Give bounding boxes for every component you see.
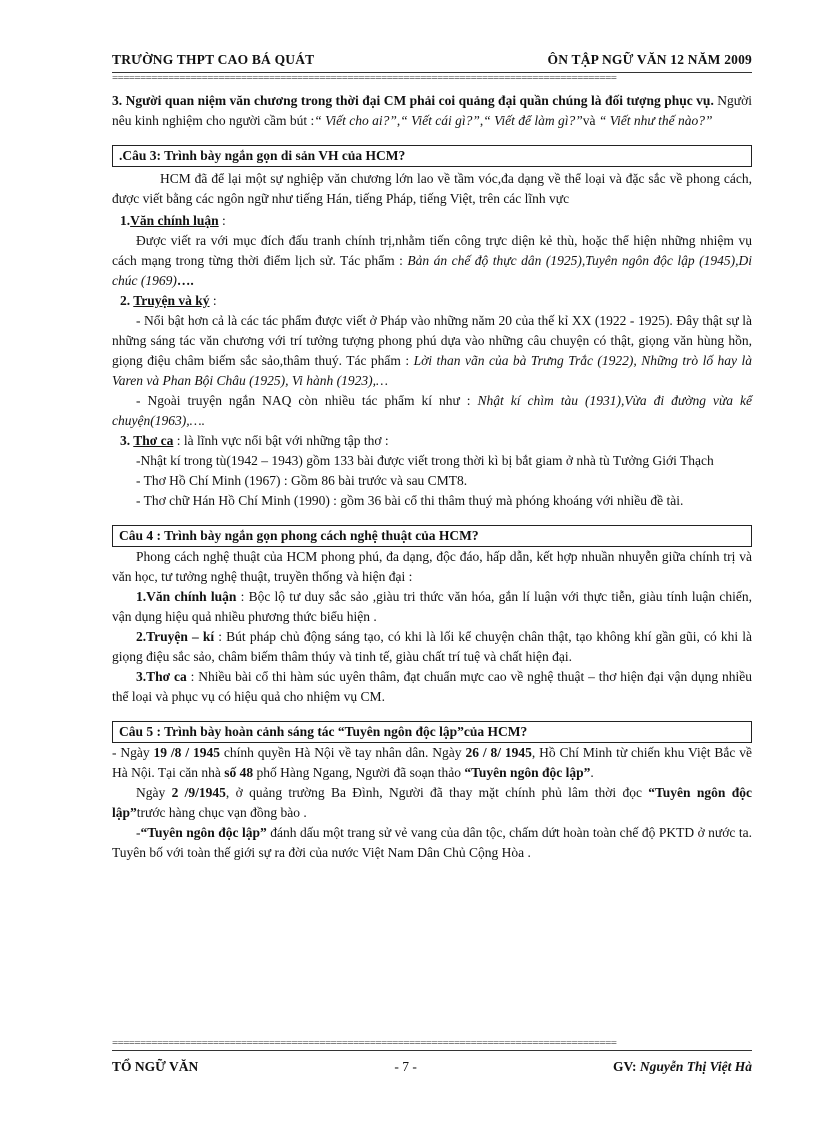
footer-rule	[112, 1050, 752, 1051]
intro-bold: 3. Người quan niệm văn chương trong thời đại CM phải coi quảng đại quần chúng là đối tượng phục vụ.	[112, 93, 714, 108]
header-rule-text: ==========================================================================================	[112, 73, 617, 84]
page-header	[112, 52, 752, 68]
q3-section-1-body	[112, 231, 752, 291]
q5-p1-a: - Ngày	[112, 745, 154, 760]
q3-section-2-body2	[112, 391, 752, 431]
q3-section-2-heading	[112, 291, 752, 311]
q3-s2-num: 2.	[120, 293, 134, 308]
q4-s2-text: : Bút pháp chủ động sáng tạo, có khi là lối kể chuyện chân thật, tạo không khí gần gũi, có khi là giọng điệu sắc sảo, châm biếm thâm thúy và tinh tế, giàu chất trí tuệ và chất hiện đại.	[112, 629, 752, 664]
teacher-label: GV:	[612, 1059, 640, 1074]
q3-s2-text: - Nổi bật hơn cả là các tác phẩm được viết ở Pháp vào những năm 20 của thế kỉ XX (1922 - 1925). Đây thật sự là những sáng tác văn chương với trí tưởng tượng phong phú dựa vào những câu chuyện có thật, giọng văn hùng hồn, giọng điệu châm biếm sắc sảo,thâm thuý. Tác phẩm :	[112, 313, 752, 368]
q3-s3-item-2: - Thơ Hồ Chí Minh (1967) : Gồm 86 bài trước và sau CMT8.	[136, 473, 468, 488]
q3-s1-text: Được viết ra với mục đích đấu tranh chính trị,nhằm tiến công trực diện kẻ thù, hoặc thể hiện những nhiệm vụ cách mạng trong từng thời điểm lịch sử. Tác phẩm :	[112, 233, 752, 268]
q5-p2-b: , ở quảng trường Ba Đình, Người đã thay mặt chính phủ lâm thời đọc	[225, 785, 649, 800]
q5-p2-a: Ngày	[136, 785, 172, 800]
footer-department: TỔ NGỮ VĂN	[112, 1059, 199, 1074]
intro-paragraph	[112, 91, 752, 131]
school-name: TRƯỜNG THPT CAO BÁ QUÁT	[112, 52, 315, 67]
footer-teacher	[613, 1059, 752, 1075]
q5-p1-e: .	[590, 765, 594, 780]
footer-rule-text: ==========================================================================================	[112, 1038, 617, 1049]
intro-sep3: và	[582, 113, 599, 128]
intro-q1: “ Viết cho ai?”	[314, 113, 397, 128]
q5-p1-c: , Hồ Chí Minh từ chiến khu Việt Bắc về Hà Nội. Tại căn nhà	[112, 745, 752, 780]
q4-s3-title: 3.Thơ ca	[136, 669, 187, 684]
q4-s1-text: : Bộc lộ tư duy sắc sảo ,giàu tri thức văn hóa, gắn lí luận với thực tiễn, giàu tính luận chiến, vận dụng hiệu quả nhiều phương thức biểu hiện .	[112, 589, 753, 624]
q3-s1-colon: :	[218, 213, 226, 228]
q5-p3-a: -	[136, 825, 141, 840]
q4-s1-title: 1.Văn chính luận	[136, 589, 237, 604]
q4-s2-title: 2.Truyện – kí	[136, 629, 215, 644]
q5-p3-b: đánh dấu một trang sử vẻ vang của dân tộc, chấm dứt hoàn toàn chế độ PKTD ở nước ta. Tuyên bố với toàn thế giới sự ra đời của nước Việt Nam Dân Chủ Cộng Hòa .	[112, 825, 752, 860]
footer-row	[112, 1059, 752, 1075]
q3-intro: HCM đã để lại một sự nghiệp văn chương lớn lao về tầm vóc,đa dạng về thể loại và đặc sắc về phong cách, được viết bằng các ngôn ngữ như tiếng Hán, tiếng Pháp, tiếng Việt, trên các lĩnh vực	[112, 171, 752, 206]
q3-s3-num: 3.	[120, 433, 134, 448]
q3-s2-works2: Nhật kí chìm tàu (1931),Vừa đi đường vừa kể chuyện(1963),….	[112, 393, 753, 428]
q5-paragraph-3	[112, 823, 752, 863]
q4-section-2	[112, 627, 752, 667]
q5-p1-date2: 26 / 8/ 1945	[465, 745, 532, 760]
q3-s3-text: : là lĩnh vực nổi bật với những tập thơ :	[173, 433, 389, 448]
intro-text: Người nêu kinh nghiệm cho người cầm bút :	[112, 93, 752, 128]
q4-intro: Phong cách nghệ thuật của HCM phong phú, đa dạng, độc đáo, hấp dẫn, kết hợp nhuần nhuyễn giữa chính trị và văn học, tư tưởng nghệ thuật, truyền thống và hiện đại :	[112, 549, 752, 584]
q5-p3-title: “Tuyên ngôn độc lập”	[140, 825, 267, 840]
q5-paragraph-1	[112, 743, 752, 783]
question-5-title: Câu 5 : Trình bày hoàn cảnh sáng tác “Tuyên ngôn độc lập”của HCM?	[112, 721, 752, 743]
q4-section-3	[112, 667, 752, 707]
q4-section-1	[112, 587, 752, 627]
intro-sep2: ,	[479, 113, 484, 128]
page-footer	[112, 1038, 752, 1075]
q3-s3-item-3: - Thơ chữ Hán Hồ Chí Minh (1990) : gồm 36 bài cổ thi thâm thuý mà phóng khoáng với nhiều đề tài.	[136, 493, 684, 508]
q3-section-2-body	[112, 311, 752, 391]
q3-s1-title: Văn chính luận	[130, 213, 219, 228]
q3-s3-item-1: -Nhật kí trong tù(1942 – 1943) gồm 133 bài được viết trong thời kì bị bắt giam ở nhà tù Tưởng Giới Thạch	[136, 453, 714, 468]
intro-q4: “ Viết như thế nào?”	[598, 113, 713, 128]
q3-s2-colon: :	[209, 293, 217, 308]
q4-s3-text: : Nhiều bài cổ thi hàm súc uyên thâm, đạt chuẩn mực cao về nghệ thuật – thơ hiện đại vận dụng nhiều thể loại và phục vụ có hiệu quả cho nhiệm vụ CM.	[112, 669, 753, 704]
q3-s1-end: ….	[176, 273, 194, 288]
q3-s2-works: Lời than vãn của bà Trưng Trắc (1922), Những trò lố hay là Varen và Phan Bội Châu (1925), Vi hành (1923),…	[112, 353, 752, 388]
q5-p1-number: số 48	[224, 765, 254, 780]
q3-s1-works: Bản án chế độ thực dân (1925),Tuyên ngôn độc lập (1945),Di chúc (1969)	[112, 253, 752, 288]
q3-s1-num: 1.	[120, 213, 131, 228]
q3-section-1-heading	[112, 211, 752, 231]
q3-s2-title: Truyện và ký	[133, 293, 210, 308]
subject-title: ÔN TẬP NGỮ VĂN 12 NĂM 2009	[547, 52, 752, 67]
intro-q3: “ Viết để làm gì?”	[483, 113, 583, 128]
intro-q2: “ Viết cái gì?”	[400, 113, 480, 128]
intro-sep1: ,	[396, 113, 401, 128]
teacher-name: Nguyễn Thị Việt Hà	[639, 1059, 752, 1074]
q3-section-3-heading	[112, 431, 752, 451]
q5-p2-c: trước hàng chục vạn đồng bào .	[136, 805, 307, 820]
question-3-title: .Câu 3: Trình bày ngắn gọn di sản VH của HCM?	[112, 145, 752, 167]
q5-p1-b: chính quyền Hà Nội về tay nhân dân. Ngày	[219, 745, 466, 760]
q3-s2-text2: - Ngoài truyện ngắn NAQ còn nhiều tác phẩm kí như :	[136, 393, 478, 408]
q5-p1-title: “Tuyên ngôn độc lập”	[464, 765, 591, 780]
page-number: - 7 -	[394, 1059, 417, 1074]
q5-p2-date: 2 /9/1945	[171, 785, 226, 800]
q5-p1-d: phố Hàng Ngang, Người đã soạn thảo	[253, 765, 465, 780]
q5-paragraph-2	[112, 783, 752, 823]
document-page	[112, 52, 752, 863]
q3-s3-title: Thơ ca	[133, 433, 174, 448]
q5-p2-title: “Tuyên ngôn độc lập”	[112, 785, 752, 820]
q5-p1-date1: 19 /8 / 1945	[153, 745, 220, 760]
question-4-title: Câu 4 : Trình bày ngắn gọn phong cách nghệ thuật của HCM?	[112, 525, 752, 547]
